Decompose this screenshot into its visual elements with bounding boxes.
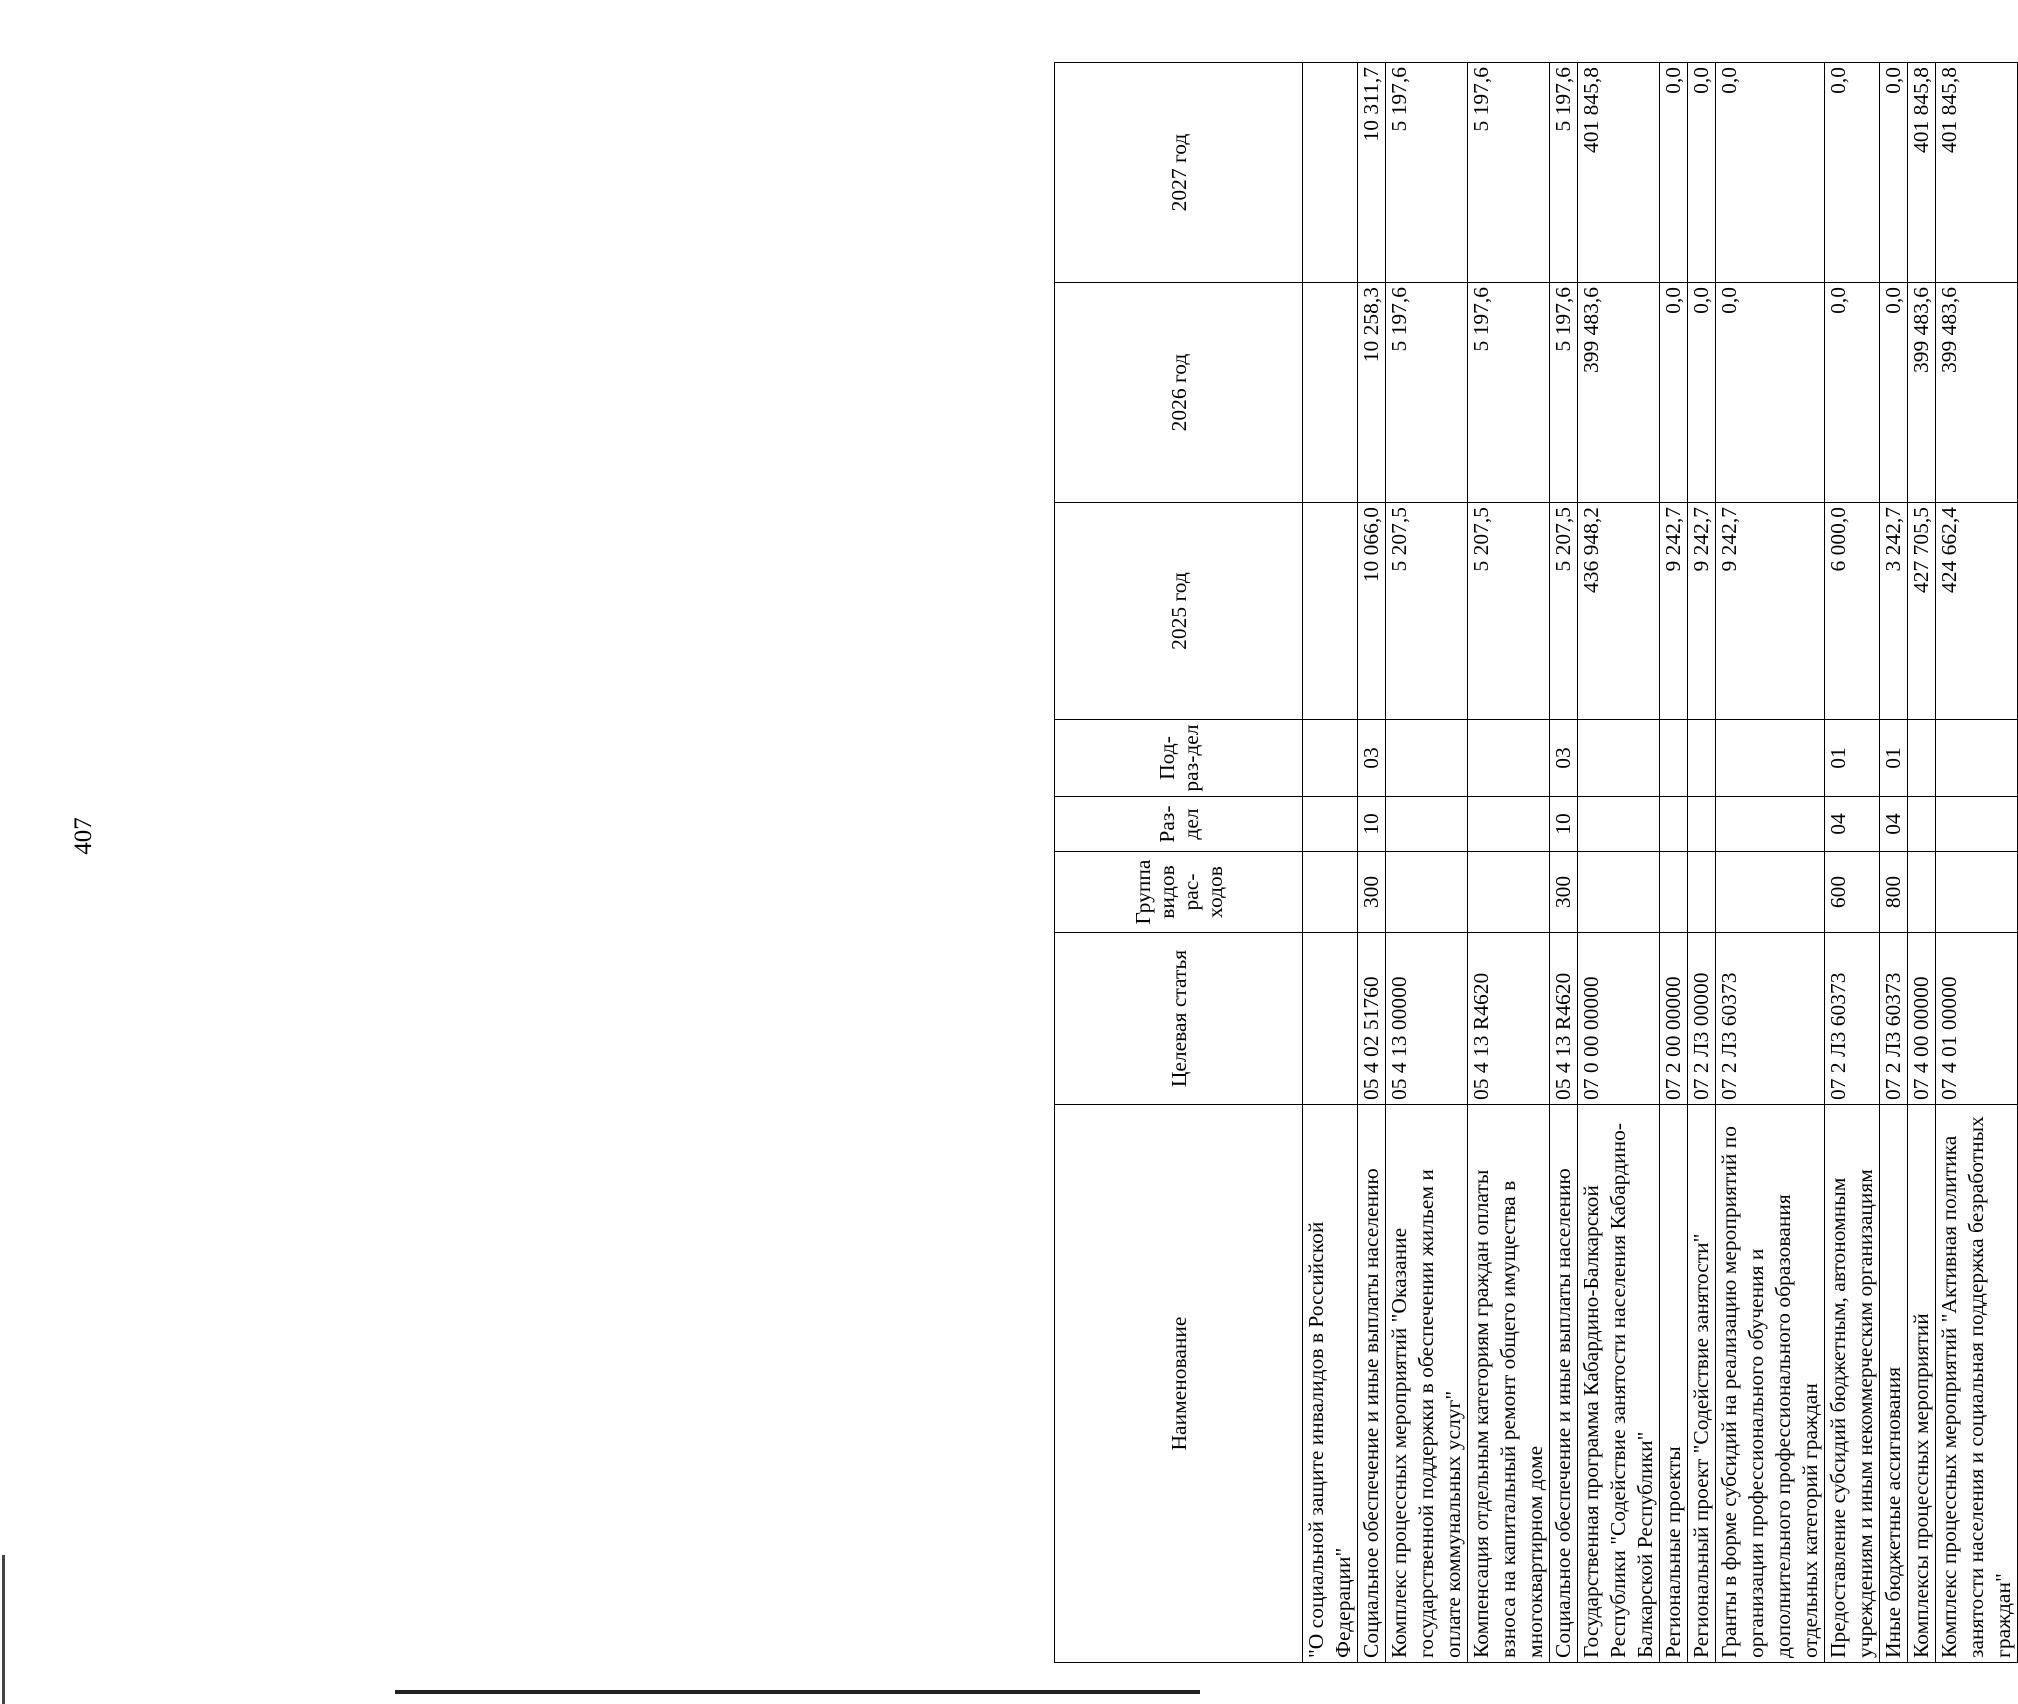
cell-y2026: 5 197,6 (1550, 283, 1578, 503)
table-row (1578, 63, 1660, 1663)
table-row (1303, 63, 1358, 1663)
cell-y2025: 9 242,7 (1716, 503, 1825, 720)
header-2026: 2026 год (1055, 283, 1303, 503)
cell-name: Региональные проекты (1660, 1105, 1688, 1663)
cell-section (1468, 797, 1550, 852)
cell-section: 10 (1358, 797, 1386, 852)
cell-y2027: 0,0 (1660, 63, 1688, 283)
cell-section: 04 (1880, 797, 1908, 852)
cell-y2027: 0,0 (1716, 63, 1825, 283)
cell-subsection: 03 (1358, 720, 1386, 797)
cell-name: "О социальной защите инвалидов в Российской Федерации" (1303, 1105, 1358, 1663)
cell-group: 300 (1550, 852, 1578, 933)
cell-name: Комплекс процессных мероприятий "Оказание государственной поддержки в обеспечении жильем и оплате коммунальных услуг" (1386, 1105, 1468, 1663)
cell-section: 04 (1825, 797, 1880, 852)
cell-group (1688, 852, 1716, 933)
cell-target: 07 4 00 00000 (1908, 933, 1936, 1105)
cell-y2025: 5 207,5 (1386, 503, 1468, 720)
cell-target: 07 2 00 00000 (1660, 933, 1688, 1105)
cell-group (1578, 852, 1660, 933)
cell-section (1688, 797, 1716, 852)
cell-target: 07 2 Л3 60373 (1825, 933, 1880, 1105)
cell-subsection (1688, 720, 1716, 797)
cell-subsection (1578, 720, 1660, 797)
cell-y2027: 401 845,8 (1936, 63, 2018, 283)
cell-y2025: 5 207,5 (1550, 503, 1578, 720)
cell-y2026: 0,0 (1688, 283, 1716, 503)
cell-group (1716, 852, 1825, 933)
cell-group (1468, 852, 1550, 933)
cell-y2026: 10 258,3 (1358, 283, 1386, 503)
cell-y2026: 5 197,6 (1468, 283, 1550, 503)
cell-group (1386, 852, 1468, 933)
cell-y2025: 9 242,7 (1660, 503, 1688, 720)
header-row (1055, 63, 1303, 1663)
cell-y2026: 5 197,6 (1386, 283, 1468, 503)
cell-y2025: 3 242,7 (1880, 503, 1908, 720)
cell-y2026: 399 483,6 (1578, 283, 1660, 503)
cell-section: 10 (1550, 797, 1578, 852)
cell-y2025: 5 207,5 (1468, 503, 1550, 720)
budget-table (1054, 62, 2018, 1663)
table-row (1825, 63, 1880, 1663)
cell-section (1303, 797, 1358, 852)
cell-target (1303, 933, 1358, 1105)
table-row (1936, 63, 2018, 1663)
cell-group (1908, 852, 1936, 933)
cell-subsection: 03 (1550, 720, 1578, 797)
cell-y2025: 10 066,0 (1358, 503, 1386, 720)
cell-y2027: 0,0 (1880, 63, 1908, 283)
header-section: Раз-дел (1055, 797, 1303, 852)
header-2027: 2027 год (1055, 63, 1303, 283)
table-row (1908, 63, 1936, 1663)
cell-section (1908, 797, 1936, 852)
cell-y2025: 424 662,4 (1936, 503, 2018, 720)
header-2025: 2025 год (1055, 503, 1303, 720)
cell-y2026: 0,0 (1716, 283, 1825, 503)
cell-group: 800 (1880, 852, 1908, 933)
cell-target: 05 4 13 R4620 (1468, 933, 1550, 1105)
cell-y2025 (1303, 503, 1358, 720)
cell-section (1578, 797, 1660, 852)
page-number: 407 (70, 817, 97, 855)
cell-name: Комплексы процессных мероприятий (1908, 1105, 1936, 1663)
cell-subsection (1716, 720, 1825, 797)
cell-name: Комплекс процессных мероприятий "Активная политика занятости населения и социальная поддержка безработных граждан" (1936, 1105, 2018, 1663)
cell-subsection (1303, 720, 1358, 797)
cell-y2027: 5 197,6 (1550, 63, 1578, 283)
cell-section (1716, 797, 1825, 852)
cell-y2026: 399 483,6 (1908, 283, 1936, 503)
cell-target: 07 2 Л3 00000 (1688, 933, 1716, 1105)
table-row (1468, 63, 1550, 1663)
cell-name: Компенсация отдельным категориям граждан оплаты взноса на капитальный ремонт общего имущества в многоквартирном доме (1468, 1105, 1550, 1663)
cell-y2027: 10 311,7 (1358, 63, 1386, 283)
table-row (1386, 63, 1468, 1663)
cell-group (1936, 852, 2018, 933)
cell-name: Социальное обеспечение и иные выплаты населению (1550, 1105, 1578, 1663)
table-row (1550, 63, 1578, 1663)
cell-name: Гранты в форме субсидий на реализацию мероприятий по организации профессионального обучения и дополнительного профессионального образования отдельных категорий граждан (1716, 1105, 1825, 1663)
cell-target: 07 0 00 00000 (1578, 933, 1660, 1105)
rotated-page (1054, 63, 2015, 1663)
table-row (1880, 63, 1908, 1663)
cell-y2027 (1303, 63, 1358, 283)
cell-subsection: 01 (1880, 720, 1908, 797)
header-subsection: Под-раз-дел (1055, 720, 1303, 797)
cell-y2026: 399 483,6 (1936, 283, 2018, 503)
cell-name: Иные бюджетные ассигнования (1880, 1105, 1908, 1663)
cell-subsection (1936, 720, 2018, 797)
cell-y2027: 0,0 (1688, 63, 1716, 283)
cell-group: 600 (1825, 852, 1880, 933)
table-row (1716, 63, 1825, 1663)
cell-y2027: 401 845,8 (1578, 63, 1660, 283)
cell-y2027: 401 845,8 (1908, 63, 1936, 283)
cell-name: Региональный проект "Содействие занятости" (1688, 1105, 1716, 1663)
cell-section (1660, 797, 1688, 852)
header-group: Группа видов рас-ходов (1055, 852, 1303, 933)
cell-y2026: 0,0 (1825, 283, 1880, 503)
cell-y2027: 5 197,6 (1386, 63, 1468, 283)
cell-name: Государственная программа Кабардино-Балкарской Республики "Содействие занятости населения Кабардино-Балкарской Республики" (1578, 1105, 1660, 1663)
cell-y2026: 0,0 (1660, 283, 1688, 503)
cell-subsection (1908, 720, 1936, 797)
cell-target: 05 4 13 R4620 (1550, 933, 1578, 1105)
cell-y2026 (1303, 283, 1358, 503)
cell-target: 07 2 Л3 60373 (1880, 933, 1908, 1105)
cell-y2025: 427 705,5 (1908, 503, 1936, 720)
cell-subsection (1660, 720, 1688, 797)
cell-y2027: 5 197,6 (1468, 63, 1550, 283)
table-row (1358, 63, 1386, 1663)
cell-target: 05 4 13 00000 (1386, 933, 1468, 1105)
cell-name: Социальное обеспечение и иные выплаты населению (1358, 1105, 1386, 1663)
cell-subsection: 01 (1825, 720, 1880, 797)
scan-margin-mark (2, 1555, 5, 1704)
cell-y2026: 0,0 (1880, 283, 1908, 503)
cell-subsection (1468, 720, 1550, 797)
cell-y2025: 6 000,0 (1825, 503, 1880, 720)
table-body (1303, 63, 2018, 1663)
scan-edge-line (395, 1690, 1200, 1694)
header-name: Наименование (1055, 1105, 1303, 1663)
cell-y2025: 436 948,2 (1578, 503, 1660, 720)
cell-target: 07 2 Л3 60373 (1716, 933, 1825, 1105)
cell-group: 300 (1358, 852, 1386, 933)
table-row (1688, 63, 1716, 1663)
cell-target: 07 4 01 00000 (1936, 933, 2018, 1105)
cell-group (1660, 852, 1688, 933)
cell-target: 05 4 02 51760 (1358, 933, 1386, 1105)
table-row (1660, 63, 1688, 1663)
cell-group (1303, 852, 1358, 933)
header-target: Целевая статья (1055, 933, 1303, 1105)
cell-y2025: 9 242,7 (1688, 503, 1716, 720)
cell-y2027: 0,0 (1825, 63, 1880, 283)
cell-section (1386, 797, 1468, 852)
cell-subsection (1386, 720, 1468, 797)
cell-name: Предоставление субсидий бюджетным, автономным учреждениям и иным некоммерческим организациям (1825, 1105, 1880, 1663)
cell-section (1936, 797, 2018, 852)
